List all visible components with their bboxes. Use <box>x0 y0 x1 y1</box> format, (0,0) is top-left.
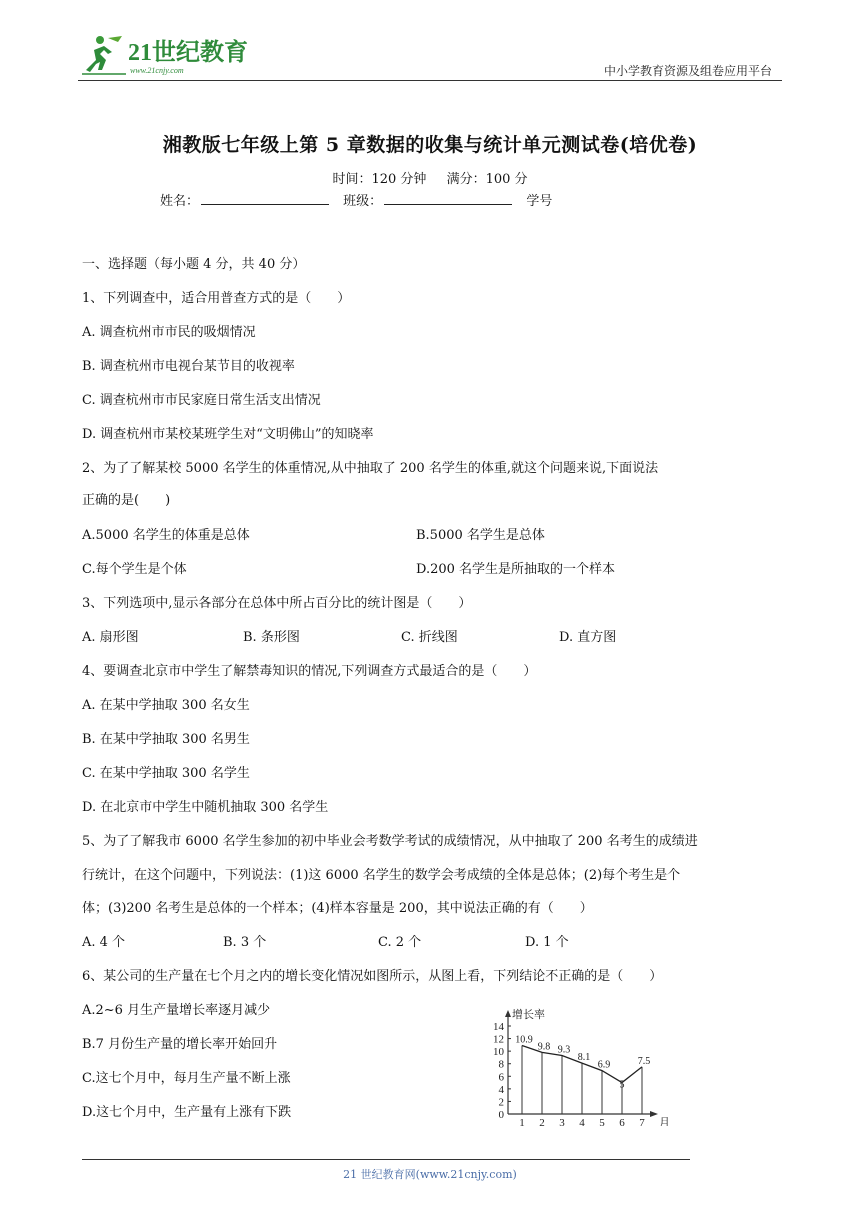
data-label: 5 <box>619 1079 625 1091</box>
q5-option-a: A. 4 个 <box>82 935 126 950</box>
y-tick-label: 6 <box>498 1071 504 1084</box>
q6-stem: 6、某公司的生产量在七个月之内的增长变化情况如图所示，从图上看，下列结论不正确的是（ ） <box>82 969 663 984</box>
section-heading: 一、选择题（每小题 4 分，共 40 分） <box>82 257 306 272</box>
q1-stem: 1、下列调查中，适合用普查方式的是（ ） <box>82 291 351 306</box>
class-blank[interactable] <box>384 192 512 205</box>
exam-meta <box>0 168 860 187</box>
y-tick-label: 14 <box>493 1021 504 1033</box>
x-tick-label: 6 <box>619 1117 625 1126</box>
name-label: 姓名： <box>160 194 200 209</box>
x-tick-label: 2 <box>539 1117 545 1126</box>
y-tick-label: 12 <box>493 1033 504 1046</box>
q3-option-c: C. 折线图 <box>401 630 458 645</box>
q6-option-b: B.7 月份生产量的增长率开始回升 <box>82 1037 278 1052</box>
chart-svg <box>478 1008 678 1126</box>
logo-text: 21世纪教育 <box>128 40 248 66</box>
data-label: 7.5 <box>637 1055 651 1067</box>
q4-option-d: D. 在北京市中学生中随机抽取 300 名学生 <box>82 800 329 815</box>
q5-option-c: C. 2 个 <box>378 935 422 950</box>
q2-option-c: C.每个学生是个体 <box>82 562 187 577</box>
data-label: 9.8 <box>537 1041 551 1053</box>
data-label: 10.9 <box>515 1034 533 1046</box>
q6-option-c: C.这七个月中，每月生产量不断上涨 <box>82 1071 291 1086</box>
running-man-icon <box>78 30 258 78</box>
y-tick-label: 10 <box>493 1046 504 1059</box>
q5-stem-line1: 5、为了了解我市 6000 名学生参加的初中毕业会考数学考试的成绩情况，从中抽取了 200 名考生的成绩进 <box>82 834 698 849</box>
page-title: 湘教版七年级上第 5 章数据的收集与统计单元测试卷(培优卷) <box>162 134 698 156</box>
y-tick-label: 8 <box>498 1058 504 1071</box>
x-tick-label: 1 <box>519 1117 525 1126</box>
class-label: 班级： <box>343 194 383 209</box>
y-axis-label: 增长率 <box>512 1009 545 1021</box>
y-tick-label: 0 <box>498 1109 504 1121</box>
q5-stem-line2: 行统计，在这个问题中，下列说法：(1)这 6000 名学生的数学会考成绩的全体是总体；(2)每个考生是个 <box>82 868 681 883</box>
data-label: 8.1 <box>577 1052 591 1064</box>
x-tick-label: 4 <box>579 1117 585 1126</box>
name-blank[interactable] <box>201 192 329 205</box>
y-tick-label: 2 <box>498 1096 504 1109</box>
growth-rate-chart <box>478 1008 678 1126</box>
y-tick-label: 4 <box>498 1083 504 1096</box>
q2-option-a: A.5000 名学生的体重是总体 <box>82 528 250 543</box>
q5-option-d: D. 1 个 <box>525 935 569 950</box>
q5-option-b: B. 3 个 <box>223 935 267 950</box>
data-label: 6.9 <box>597 1059 611 1071</box>
q2-option-d: D.200 名学生是所抽取的一个样本 <box>416 562 616 577</box>
q6-option-a: A.2~6 月生产量增长率逐月减少 <box>82 1003 271 1018</box>
header-divider <box>78 80 782 81</box>
q4-option-a: A. 在某中学抽取 300 名女生 <box>82 698 250 713</box>
exam-time: 时间：120 分钟 <box>332 172 427 187</box>
footer-divider <box>82 1159 690 1160</box>
q3-option-d: D. 直方图 <box>559 630 617 645</box>
student-info <box>160 190 552 209</box>
q1-option-c: C. 调查杭州市市民家庭日常生活支出情况 <box>82 393 321 408</box>
x-axis-arrow <box>650 1111 658 1117</box>
q1-option-d: D. 调查杭州市某校某班学生对“文明佛山”的知晓率 <box>82 427 374 442</box>
exam-score: 满分：100 分 <box>446 172 528 187</box>
site-logo <box>78 30 258 78</box>
q4-option-c: C. 在某中学抽取 300 名学生 <box>82 766 250 781</box>
q2-stem-line1: 2、为了了解某校 5000 名学生的体重情况,从中抽取了 200 名学生的体重,就这个问题来说,下面说法 <box>82 461 659 476</box>
header-platform-text: 中小学教育资源及组卷应用平台 <box>603 64 772 78</box>
q5-stem-line3: 体；(3)200 名考生是总体的一个样本；(4)样本容量是 200，其中说法正确的有（ ） <box>82 901 593 916</box>
data-label: 9.3 <box>557 1044 571 1056</box>
logo-url: www.21cnjy.com <box>130 66 184 75</box>
q3-option-a: A. 扇形图 <box>82 630 139 645</box>
q4-option-b: B. 在某中学抽取 300 名男生 <box>82 732 250 747</box>
x-tick-label: 3 <box>559 1117 565 1126</box>
x-tick-label: 7 <box>639 1117 645 1126</box>
x-tick-label: 5 <box>599 1117 605 1126</box>
q2-option-b: B.5000 名学生是总体 <box>416 528 545 543</box>
q4-stem: 4、要调查北京市中学生了解禁毒知识的情况,下列调查方式最适合的是（ ） <box>82 664 537 679</box>
q6-option-d: D.这七个月中，生产量有上涨有下跌 <box>82 1105 292 1120</box>
number-label: 学号 <box>526 194 553 209</box>
footer-text: 21 世纪教育网(www.21cnjy.com) <box>343 1168 517 1181</box>
q1-option-b: B. 调查杭州市电视台某节目的收视率 <box>82 359 295 374</box>
q2-stem-line2: 正确的是( ) <box>82 493 171 508</box>
q3-option-b: B. 条形图 <box>243 630 300 645</box>
q1-option-a: A. 调查杭州市市民的吸烟情况 <box>82 325 256 340</box>
x-axis-label: 月 <box>659 1117 670 1126</box>
y-axis-arrow <box>505 1010 511 1017</box>
q3-stem: 3、下列选项中,显示各部分在总体中所占百分比的统计图是（ ） <box>82 596 472 611</box>
